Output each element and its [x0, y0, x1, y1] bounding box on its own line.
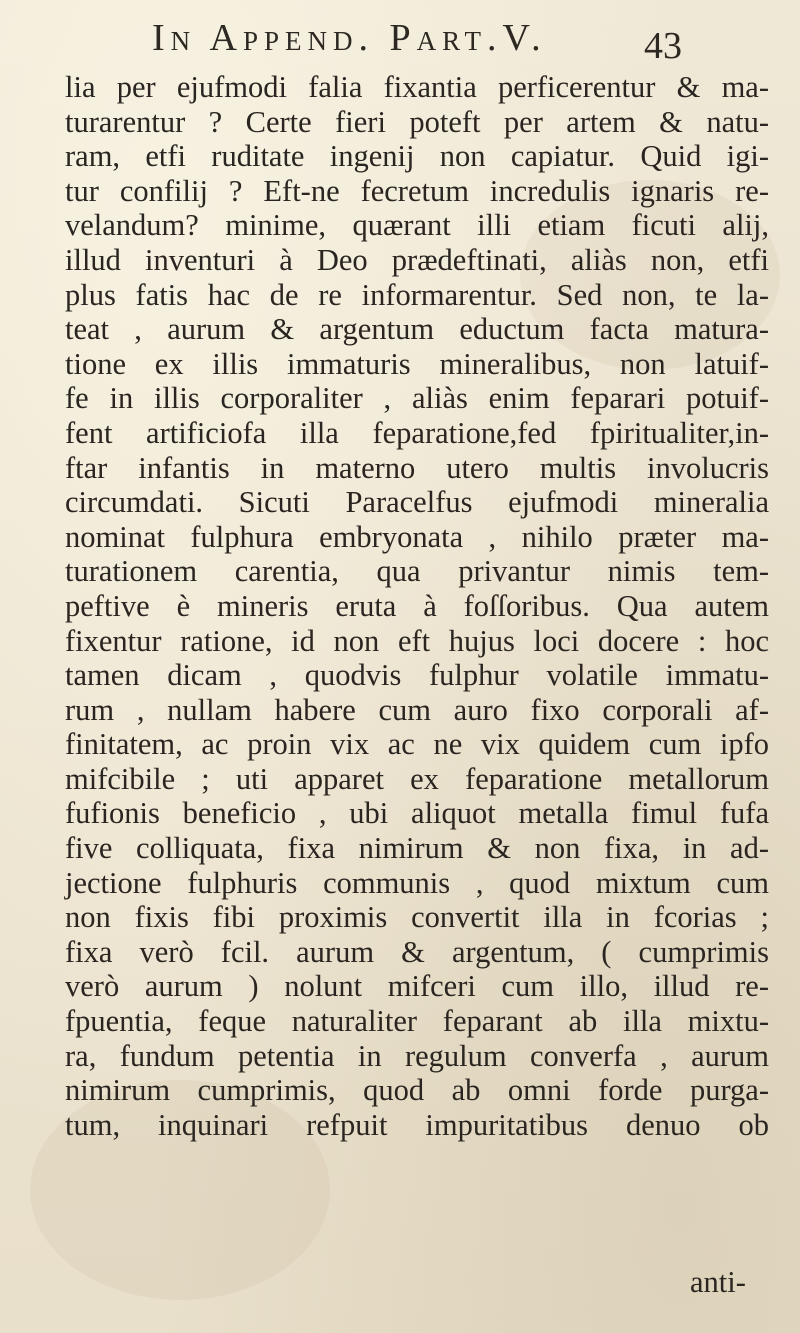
text-line: tione ex illis immaturis mineralibus, non latuif- — [65, 346, 769, 381]
text-line: jectione fulphuris communis , quod mixtum cum — [65, 865, 769, 900]
text-line: ftar infantis in materno utero multis involucris — [65, 450, 769, 485]
text-line: tum, inquinari refpuit impuritatibus denuo ob — [65, 1107, 769, 1142]
text-line: tur confilij ? Eft-ne fecretum incredulis ignaris re- — [65, 173, 769, 208]
text-line: ra, fundum petentia in regulum converfa , aurum — [65, 1038, 769, 1073]
text-line: turationem carentia, qua privantur nimis tem- — [65, 554, 769, 589]
text-line: illud inventuri à Deo prædeftinati, aliàs non, etfi — [65, 242, 769, 277]
body-text — [65, 70, 775, 1142]
text-line: nimirum cumprimis, quod ab omni forde purga- — [65, 1073, 769, 1108]
catchword: anti- — [690, 1265, 746, 1299]
text-line: fixa verò fcil. aurum & argentum, ( cumprimis — [65, 934, 769, 969]
text-line: fe in illis corporaliter , aliàs enim feparari potuif- — [65, 381, 769, 416]
text-line: peftive è mineris eruta à foſſoribus. Qua autem — [65, 588, 769, 623]
text-line: finitatem, ac proin vix ac ne vix quidem cum ipfo — [65, 727, 769, 762]
text-line: velandum? minime, quærant illi etiam ficuti alij, — [65, 208, 769, 243]
text-line: plus fatis hac de re informarentur. Sed non, te la- — [65, 277, 769, 312]
page-header — [0, 14, 800, 67]
text-line: turarentur ? Certe fieri poteft per artem & natu- — [65, 104, 769, 139]
text-line: teat , aurum & argentum eductum facta matura- — [65, 312, 769, 347]
text-line: five colliquata, fixa nimirum & non fixa, in ad- — [65, 831, 769, 866]
text-line: lia per ejufmodi falia fixantia perficerentur & ma- — [65, 70, 769, 104]
text-line: non fixis fibi proximis convertit illa in fcorias ; — [65, 900, 769, 935]
text-line: fixentur ratione, id non eft hujus loci docere : hoc — [65, 623, 769, 658]
text-line: tamen dicam , quodvis fulphur volatile immatu- — [65, 658, 769, 693]
text-line: fufionis beneficio , ubi aliquot metalla fimul fufa — [65, 796, 769, 831]
text-line: nominat fulphura embryonata , nihilo præter ma- — [65, 519, 769, 554]
text-line: fent artificiofa illa feparatione,fed fpiritualiter,in- — [65, 415, 769, 450]
text-line: mifcibile ; uti apparet ex feparatione metallorum — [65, 761, 769, 796]
text-line: verò aurum ) nolunt mifceri cum illo, illud re- — [65, 969, 769, 1004]
text-line: fpuentia, feque naturaliter feparant ab illa mixtu- — [65, 1004, 769, 1039]
page-number: 43 — [644, 25, 682, 67]
running-head: In Append. Part.V. — [152, 17, 547, 59]
text-line: circumdati. Sicuti Paracelfus ejufmodi mineralia — [65, 485, 769, 520]
text-line: ram, etfi ruditate ingenij non capiatur. Quid igi- — [65, 139, 769, 174]
text-line: rum , nullam habere cum auro fixo corporali af- — [65, 692, 769, 727]
